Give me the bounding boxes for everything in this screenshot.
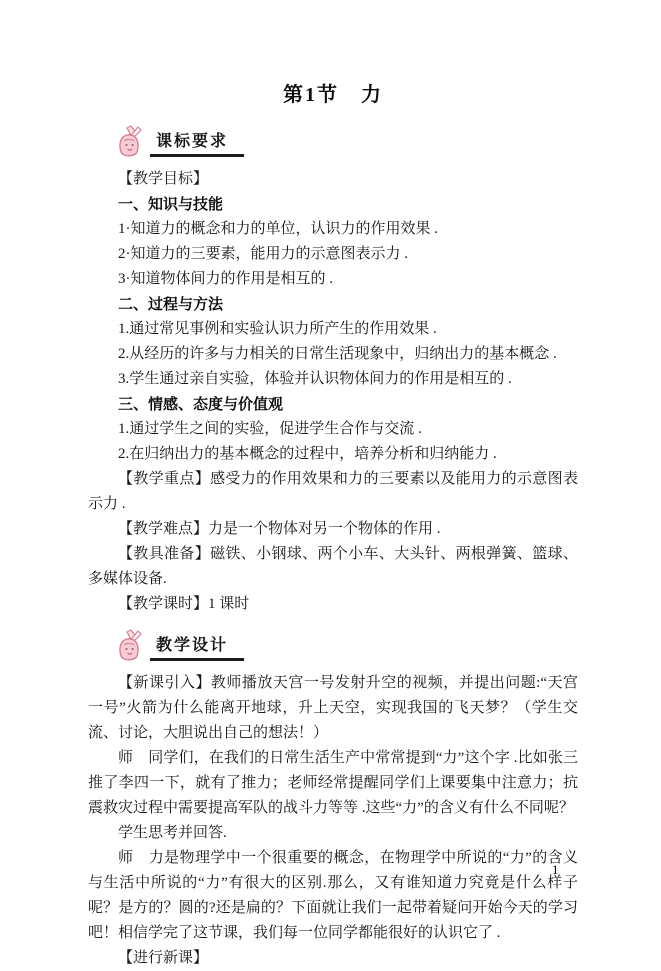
document-body — [88, 78, 578, 971]
subsection-heading: 二、过程与方法 — [118, 296, 224, 313]
paragraph: 师 力是物理学中一个很重要的概念，在物理学中所说的“力”的含义与生活中所说的“力”有很大的区别.那么，又有谁知道力究竟是什么样子呢？是方的？圆的?还是扁的？下面就让我们一起带着疑问开始今天的学习吧！相信学完了这节课，我们每一位同学都能很好的认识它了 . — [88, 850, 578, 941]
section-banner — [114, 123, 578, 159]
subsection-heading: 一、知识与技能 — [118, 196, 224, 213]
page-number: 1 — [552, 862, 559, 877]
paragraph: 【教学重点】感受力的作用效果和力的三要素以及能用力的示意图表示力 . — [88, 471, 578, 512]
paragraph: 2.在归纳出力的基本概念的过程中，培养分析和归纳能力 . — [118, 446, 497, 462]
paragraph: 【教学课时】1 课时 — [118, 596, 250, 612]
paragraph: 2.从经历的许多与力相关的日常生活现象中，归纳出力的基本概念 . — [118, 346, 557, 362]
section-banner-label: 教学设计 — [156, 637, 229, 654]
paragraph: 1.通过常见事例和实验认识力所产生的作用效果 . — [118, 321, 437, 337]
paragraph: 3.学生通过亲自实验，体验并认识物体间力的作用是相互的 . — [118, 371, 512, 387]
paragraph: 【教具准备】磁铁、小钢球、两个小车、大头针、两根弹簧、篮球、多媒体设备. — [88, 546, 578, 587]
paragraph: 【教学目标】 — [118, 171, 209, 187]
subsection-heading: 三、情感、态度与价值观 — [118, 396, 284, 413]
pencil-cup-icon — [114, 629, 148, 663]
document-blocks — [88, 123, 578, 971]
section-banner-underline — [150, 128, 244, 157]
section-banner-label: 课标要求 — [156, 133, 229, 150]
pencil-cup-icon — [114, 125, 148, 159]
paragraph: 师 同学们，在我们的日常生活生产中常常提到“力”这个字 .比如张三推了李四一下，就有了推力；老师经常提醒同学们上课要集中注意力；抗震救灾过程中需要提高军队的战斗力等等 .这些“力”的含义有什么不同呢？ — [88, 750, 578, 816]
section-banner — [114, 627, 578, 663]
section-banner-underline — [150, 632, 244, 661]
paragraph: 【进行新课】 — [118, 950, 209, 966]
paragraph: 【教学难点】力是一个物体对另一个物体的作用 . — [118, 521, 441, 537]
paragraph: 1·知道力的概念和力的单位，认识力的作用效果 . — [118, 221, 438, 237]
paragraph: 学生思考并回答. — [118, 825, 227, 841]
paragraph: 2·知道力的三要素，能用力的示意图表示力 . — [118, 246, 408, 262]
paragraph: 【新课引入】教师播放天宫一号发射升空的视频，并提出问题:“天宫一号”火箭为什么能离开地球，升上天空，实现我国的飞天梦？（学生交流、讨论，大胆说出自己的想法！） — [88, 675, 578, 741]
paragraph: 1.通过学生之间的实验，促进学生合作与交流 . — [118, 421, 422, 437]
document-title: 第1节 力 — [283, 84, 383, 106]
paragraph: 3·知道物体间力的作用是相互的 . — [118, 271, 333, 287]
